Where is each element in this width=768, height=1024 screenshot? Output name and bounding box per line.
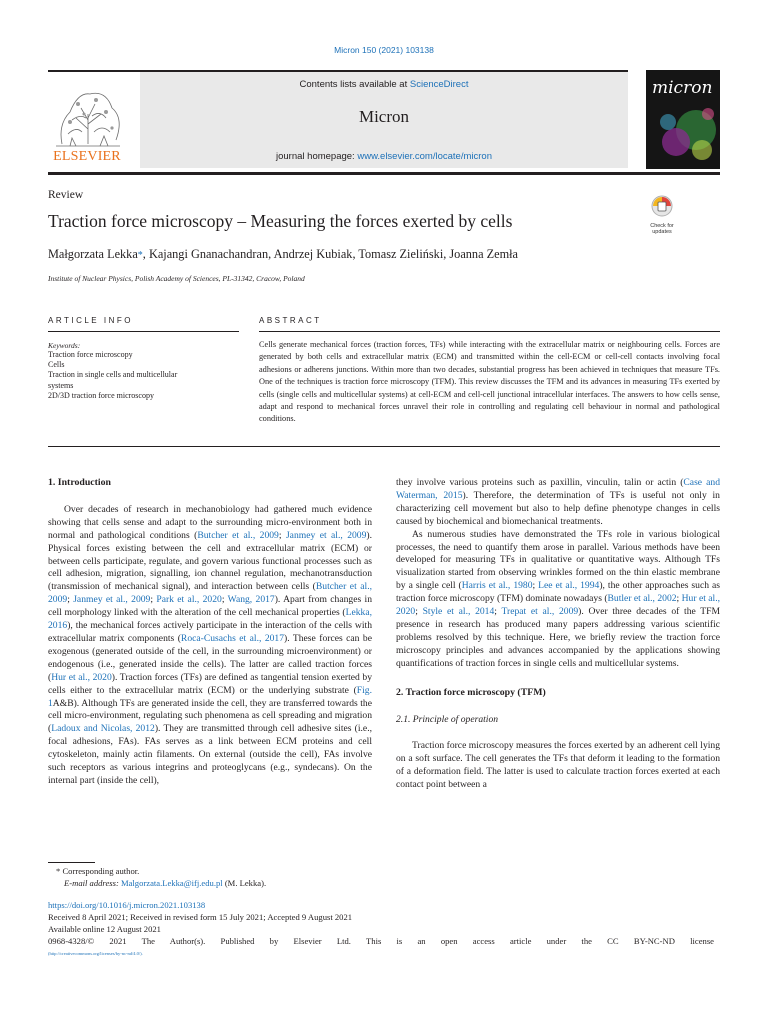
article-type: Review xyxy=(48,189,84,201)
badge-line2: updates xyxy=(652,229,672,235)
citation-link[interactable]: Wang, 2017 xyxy=(227,594,275,606)
citation-link[interactable]: Butcher et al., 2009 xyxy=(197,529,279,541)
keyword-item: Cells xyxy=(48,360,65,370)
citation-link[interactable]: Style et al., 2014 xyxy=(422,606,495,618)
email-line xyxy=(64,878,266,890)
check-updates-icon xyxy=(644,194,680,218)
citation-link[interactable]: Trepat et al., 2009 xyxy=(501,606,579,618)
check-for-updates-badge[interactable] xyxy=(644,194,680,234)
article-title: Traction force microscopy – Measuring the forces exerted by cells xyxy=(48,211,513,231)
cover-title: micron xyxy=(652,78,713,98)
principle-paragraph: Traction force microscopy measures the forces exerted by an adherent cell lying on a soft surface. The cell generates the TFs that deform it leading to the formation of a deformation field. The latter is used to calculate traction forces exerted at each contact point between a xyxy=(396,740,720,791)
homepage-link[interactable]: www.elsevier.com/locate/micron xyxy=(357,151,492,162)
figure-link[interactable]: Fig. 1 xyxy=(48,684,372,709)
keywords-label: Keywords: xyxy=(48,341,81,350)
available-online: Available online 12 August 2021 xyxy=(48,924,161,934)
citation-link[interactable]: Butcher et al., 2009 xyxy=(48,581,373,606)
citation-link[interactable]: Lekka, 2016 xyxy=(48,607,372,632)
citation-link[interactable]: Roca-Cusachs et al., 2017 xyxy=(180,632,285,644)
license-statement: 0968-4328/© 2021 The Author(s). Published by Elsevier Ltd. This is an open access article under the CC BY-NC-ND license xyxy=(48,936,714,946)
sciencedirect-link[interactable]: ScienceDirect xyxy=(409,79,469,90)
abstract-rule-bottom xyxy=(48,446,720,447)
abstract-rule-top xyxy=(259,331,720,332)
affiliation: Institute of Nuclear Physics, Polish Academy of Sciences, PL-31342, Cracow, Poland xyxy=(48,274,305,283)
email-suffix: (M. Lekka). xyxy=(222,878,267,888)
intro-paragraph-1: Over decades of research in mechanobiology had gathered much evidence showing that cells sense and adapt to the surrounding micro-environment both in normal and pathological conditions (Butcher et al., 2009; Janmey et al., 2009). Physical forces existing between the cell and extracellular matrix (ECM) or between cells participate, regulate, and govern various functional processes such as cell adhesion, migration, signalling, ion channel regulation, mechanotransduction (transmission of mechanical signal), and interaction between cells (Butcher et al., 2009; Janmey et al., 2009; Park et al., 2020; Wang, 2017). Apart from changes in cell morphology linked with the alteration of the cell mechanical properties (Lekka, 2016), the mechanical forces actively participate in the interaction of the cells with extracellular matrix components (Roca-Cusachs et al., 2017). These forces can be exogenous (generated outside of the cell, in the surrounding microenvironment) or endogenous (i.e., generated inside the cells). The latter are called traction forces (Hur et al., 2020). Traction forces (TFs) are defined as tangential tension exerted by cells either to the extracellular matrix (ECM) or the underlying substrate (Fig. 1A&B). Although TFs are generated inside the cell, they are transferred towards the cell micro-environment, regulating such phenomena as cell spreading and migration (Ladoux and Nicolas, 2012). They are transmitted through cell adhesive sites (i.e., focal adhesions, FAs). FAs serves as a link between ECM proteins and cell cytoskeleton, mainly actin filaments. On external (outside the cell), FAs involve such receptors as various integrins and proteoglycans (e.g., syndecans). On the internal part (inside the cell), xyxy=(48,503,373,786)
authors-rest[interactable]: , Kajangi Gnanachandran, Andrzej Kubiak, Tomasz Zieliński, Joanna Zemła xyxy=(142,247,519,261)
keyword-item: Traction force microscopy xyxy=(48,350,133,359)
footnote-rule xyxy=(48,862,95,863)
journal-name: Micron xyxy=(358,107,410,126)
homepage-line xyxy=(140,151,628,162)
journal-citation[interactable]: Micron 150 (2021) 103138 xyxy=(334,45,434,55)
corresponding-author-mark[interactable]: * xyxy=(137,250,143,261)
citation-link[interactable]: Case and Waterman, 2015 xyxy=(396,477,720,501)
citation-link[interactable]: Butler et al., 2002 xyxy=(607,593,677,605)
citation-link[interactable]: Hur et al., 2020 xyxy=(51,671,112,683)
subsection-heading-principle: 2.1. Principle of operation xyxy=(396,713,499,725)
contents-prefix: Contents lists available at xyxy=(299,79,410,90)
homepage-prefix: journal homepage: xyxy=(276,151,358,162)
intro-paragraph-continued: they involve various proteins such as paxillin, vinculin, talin or actin (Case and Waterman, 2015). Therefore, the determination of TFs is useful not only in characterizing cell movement but also to help define phenotype changes in cells caused by biochemical and biomechanical treatments. xyxy=(396,477,720,527)
right-column xyxy=(396,477,720,792)
keywords-list xyxy=(48,350,208,401)
header-bottom-rule xyxy=(48,172,720,175)
abstract-heading: ABSTRACT xyxy=(259,316,322,325)
badge-line1: Check for xyxy=(650,223,674,229)
email-label: E-mail address: xyxy=(64,878,121,888)
doi-link[interactable]: https://doi.org/10.1016/j.micron.2021.103138 xyxy=(48,900,206,910)
section-heading-introduction: 1. Introduction xyxy=(48,477,111,488)
email-link[interactable]: Malgorzata.Lekka@ifj.edu.pl xyxy=(120,878,223,888)
license-link[interactable]: (http://creativecommons.org/licenses/by-nc-nd/4.0/). xyxy=(48,951,143,956)
left-column xyxy=(48,477,372,788)
section-heading-tfm: 2. Traction force microscopy (TFM) xyxy=(396,686,546,698)
citation-link[interactable]: Ladoux and Nicolas, 2012 xyxy=(51,723,155,735)
citation-link[interactable]: Janmey et al., 2009 xyxy=(285,529,367,541)
intro-paragraph-2: As numerous studies have demonstrated the TFs role in various biological processes, the need to quantify them arose in parallel. Various methods have been developed for measuring TFs in qualitative or quantitative ways. Although TFs visualization started from observing wrinkles formed on the thin elastic membrane by a single cell (Harris et al., 1980; Lee et al., 1994), the other approaches such as traction force microscopy (TFM) dominate nowadays (Butler et al., 2002; Hur et al., 2020; Style et al., 2014; Trepat et al., 2009). Over three decades of the TFM presence in research has produced many papers addressing various scientific problems resolved by this technique. Here, we briefly review the traction force microscopy principles and advances accompanied by the applications showing quantifications of traction forces in single cells and multicellular systems. xyxy=(396,528,721,669)
article-info-rule xyxy=(48,331,239,332)
corresponding-author-note: * Corresponding author. xyxy=(56,866,140,876)
citation-link[interactable]: Janmey et al., 2009 xyxy=(73,594,151,606)
journal-cover-image[interactable] xyxy=(646,70,720,169)
keyword-item: 2D/3D traction force microscopy xyxy=(48,390,154,400)
contents-line xyxy=(140,79,628,90)
author-1[interactable]: Małgorzata Lekka xyxy=(48,247,138,261)
article-info-heading: ARTICLE INFO xyxy=(48,316,133,325)
publisher-wordmark: ELSEVIER xyxy=(53,149,121,164)
citation-link[interactable]: Park et al., 2020 xyxy=(156,594,222,606)
keyword-item: Traction in single cells and multicellular systems xyxy=(48,370,178,390)
citation-link[interactable]: Lee et al., 1994 xyxy=(538,580,600,592)
author-list xyxy=(48,247,518,262)
citation-link[interactable]: Harris et al., 1980 xyxy=(461,580,533,592)
received-dates: Received 8 April 2021; Received in revised form 15 July 2021; Accepted 9 August 2021 xyxy=(48,912,353,922)
citation-link[interactable]: Hur et al., 2020 xyxy=(396,593,720,618)
abstract-text: Cells generate mechanical forces (traction forces, TFs) while interacting with the extracellular matrix or neighbouring cells. Forces are generated by both cells and extracellular matrix (ECM) and transmitted within the cell-ECM or cell-cell contacts involving focal adhesions or adherens junctions. Within more than two decades, substantial progress has been achieved in techniques that measure TFs. One of the techniques is traction force microscopy (TFM). This review discusses the TFM and its advances in measuring TFs exerted by cells (single cells and multicellular systems) at cell-ECM and cell-cell junctional intracellular interfaces. The answers to how cells sense, adapt and respond to mechanical forces unravel their role in controlling and regulating cell behaviour in normal and pathological conditions. xyxy=(259,340,720,424)
